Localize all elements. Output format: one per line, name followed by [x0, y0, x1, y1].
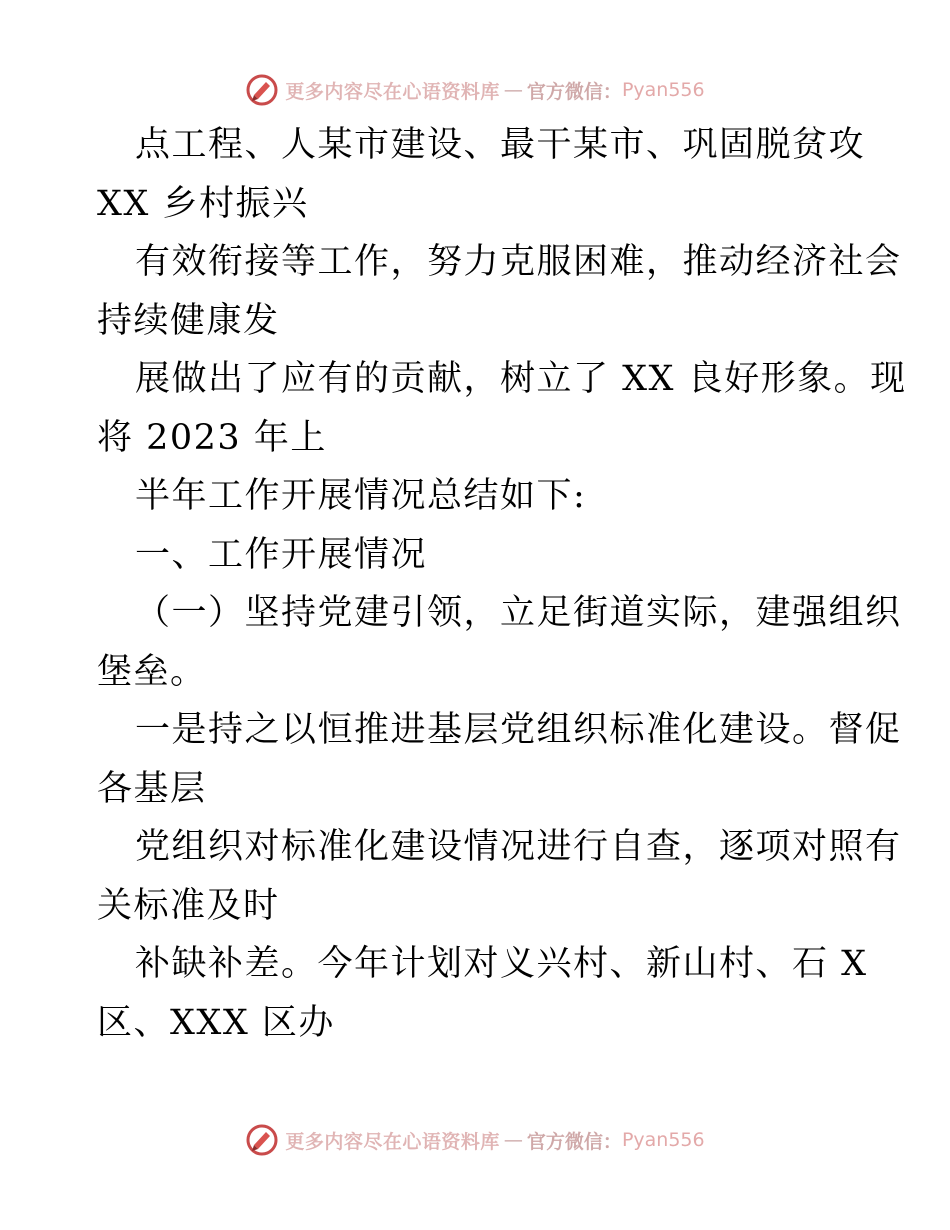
brand-logo-icon — [245, 73, 279, 107]
watermark-brand: 更多内容尽在心语资料库 — [285, 1130, 500, 1153]
watermark-separator: — — [503, 1129, 523, 1151]
watermark-contact-label: 官方微信： — [526, 80, 622, 103]
paragraph-line: 补缺补差。今年计划对义兴村、新山村、石 X — [135, 944, 868, 984]
footer-watermark — [0, 1120, 950, 1160]
subsection-heading — [97, 584, 902, 701]
watermark-separator: — — [503, 79, 523, 101]
paragraph-line: 一、工作开展情况 — [135, 534, 428, 575]
paragraph — [97, 467, 857, 526]
watermark-brand: 更多内容尽在心语资料库 — [285, 80, 500, 103]
paragraph-line: 有效衔接等工作，努力克服困难，推动经济社会 — [135, 242, 902, 282]
paragraph-line: 党组织对标准化建设情况进行自查，逐项对照有 — [135, 827, 902, 867]
paragraph-line: 各基层 — [97, 768, 207, 809]
paragraph-line: 关标准及时 — [97, 885, 280, 926]
paragraph-line: 区、XXX 区办 — [97, 1002, 335, 1043]
paragraph-line: 展做出了应有的贡献，树立了 XX 良好形象。现 — [135, 359, 907, 399]
header-watermark — [0, 70, 950, 110]
section-heading — [97, 526, 857, 585]
watermark-wechat-id: Pyan556 — [621, 1129, 705, 1151]
paragraph-line: 半年工作开展情况总结如下: — [135, 476, 587, 516]
brand-logo-icon — [245, 1123, 279, 1157]
paragraph — [97, 701, 902, 818]
paragraph-line: 持续健康发 — [97, 300, 280, 341]
paragraph — [97, 935, 868, 1052]
paragraph-line: 一是持之以恒推进基层党组织标准化建设。督促 — [135, 710, 902, 750]
paragraph-line: （一）坚持党建引领，立足街道实际，建强组织 — [135, 593, 902, 633]
paragraph — [97, 233, 902, 350]
document-body — [97, 116, 907, 1052]
paragraph — [97, 818, 902, 935]
paragraph-line: 将 2023 年上 — [97, 417, 327, 458]
paragraph-line: 点工程、人某市建设、最干某市、巩固脱贫攻 — [135, 125, 866, 165]
paragraph-line: XX 乡村振兴 — [97, 183, 309, 224]
paragraph — [97, 350, 907, 467]
watermark-contact-label: 官方微信： — [526, 1130, 622, 1153]
paragraph — [97, 116, 866, 233]
watermark-wechat-id: Pyan556 — [621, 79, 705, 101]
paragraph-line: 堡垒。 — [97, 651, 207, 692]
